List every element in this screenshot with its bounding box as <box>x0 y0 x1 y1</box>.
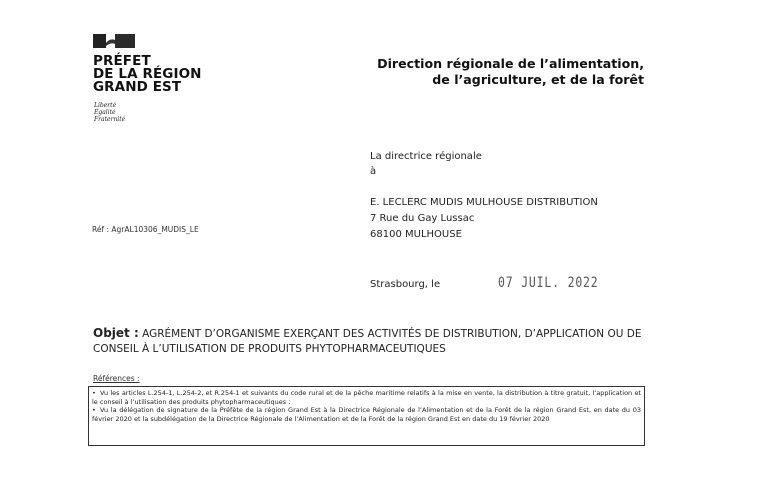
objet-block <box>93 326 653 357</box>
date-stamp: 07 JUIL. 2022 <box>498 275 599 291</box>
prefecture-name-line-1: PRÉFET <box>93 53 151 69</box>
bullet-icon: • <box>92 406 96 415</box>
references-box <box>88 386 645 446</box>
prefecture-name-line-2: DE LA RÉGION <box>93 66 202 82</box>
reference-item-text: Vu la délégation de signature de la Préfète de la région Grand Est à la Directrice Régionale de l’Alimentation et de la Forêt de la région Grand Est, en date du 03 février 2020 et la subdélégation de la Directrice Régionale de l’Alimentation et de la Forêt de la région Grand Est en date du 19 février 2020 <box>92 406 641 423</box>
reference-number: Réf : AgrAL10306_MUDIS_LE <box>92 225 199 234</box>
motto-liberte: Liberté <box>94 102 117 109</box>
marianne-logo-icon <box>93 34 135 48</box>
addressee-name: E. LECLERC MUDIS MULHOUSE DISTRIBUTION <box>370 197 598 208</box>
motto-egalite: Égalité <box>94 109 116 116</box>
direction-title-line-1: Direction régionale de l’alimentation, <box>377 56 644 71</box>
reference-item <box>92 389 641 406</box>
motto-fraternite: Fraternité <box>94 116 126 123</box>
objet-label: Objet : <box>93 326 139 340</box>
prefecture-name-line-3: GRAND EST <box>93 79 182 95</box>
direction-title-line-2: de l’agriculture, et de la forêt <box>432 72 644 87</box>
bullet-icon: • <box>92 389 96 397</box>
addressee-street: 7 Rue du Gay Lussac <box>370 213 475 224</box>
reference-item <box>92 406 641 423</box>
references-title: Références : <box>93 374 140 383</box>
place-label: Strasbourg, le <box>370 279 441 290</box>
sender-title: La directrice régionale <box>370 151 482 162</box>
sender-to: à <box>370 166 377 177</box>
addressee-city: 68100 MULHOUSE <box>370 229 462 240</box>
objet-text: AGRÉMENT D’ORGANISME EXERÇANT DES ACTIVITÉS DE DISTRIBUTION, D’APPLICATION OU DE CONSEIL À L’UTILISATION DE PRODUITS PHYTOPHARMACEUTIQUES <box>93 328 642 355</box>
reference-item-text: Vu les articles L.254-1, L.254-2, et R.254-1 et suivants du code rural et de la pêche maritime relatifs à la mise en vente, la distribution à titre gratuit, l’application et le conseil à l’utilisation des produits phytopharmaceutiques ; <box>92 389 641 406</box>
